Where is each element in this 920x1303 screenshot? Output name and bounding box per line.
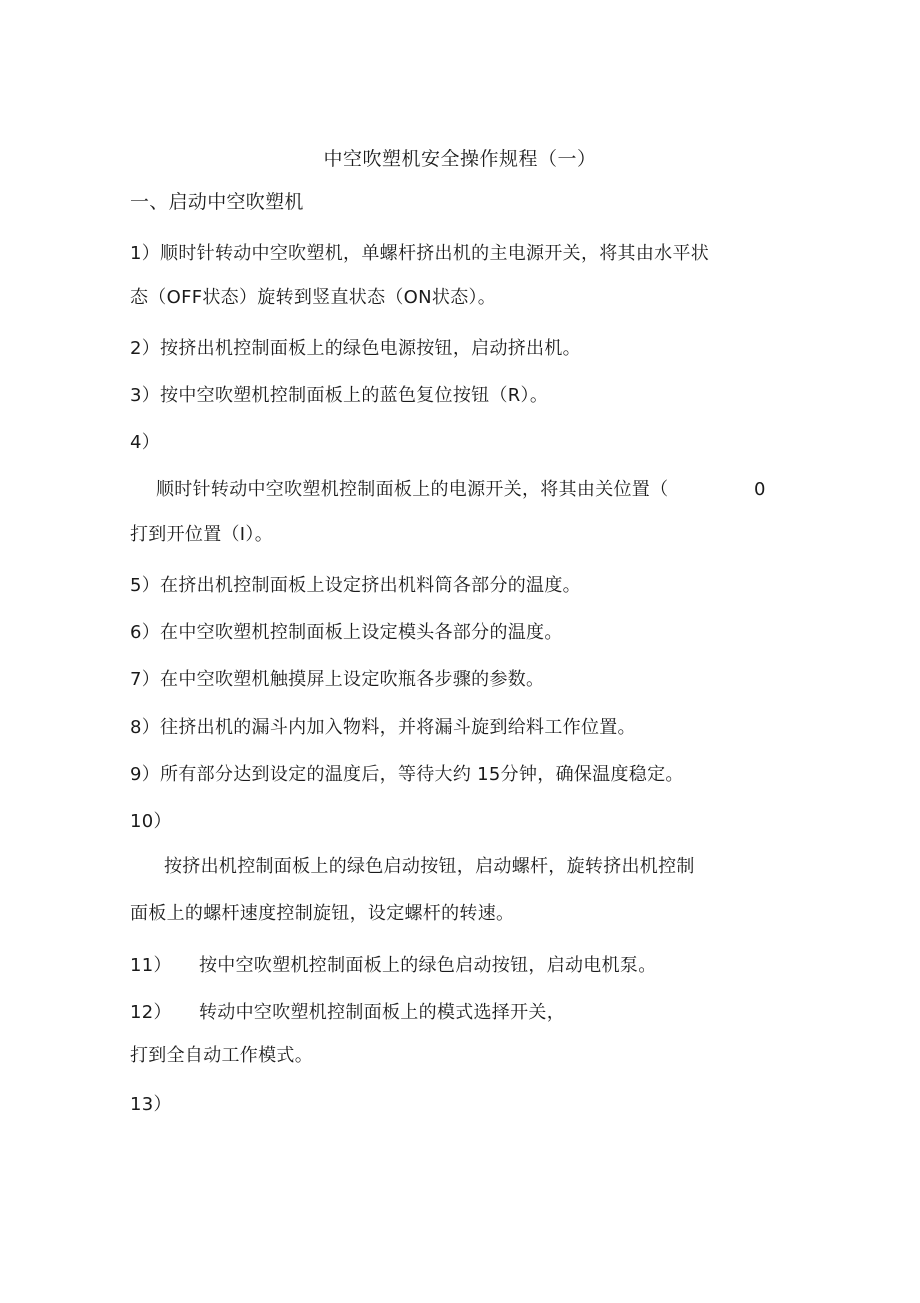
text-line: 打到全自动工作模式。 — [130, 1045, 313, 1066]
text-line: 9）所有部分达到设定的温度后，等待大约 15分钟，确保温度稳定。 — [130, 764, 684, 785]
text-line: 13） — [130, 1094, 172, 1115]
section-heading: 一、启动中空吹塑机 — [130, 191, 304, 213]
text-line: 3）按中空吹塑机控制面板上的蓝色复位按钮（R）。 — [130, 385, 549, 406]
text-line: 打到开位置（I）。 — [130, 524, 274, 545]
text-line: 按挤出机控制面板上的绿色启动按钮，启动螺杆，旋转挤出机控制 — [164, 856, 695, 877]
text-line: 7）在中空吹塑机触摸屏上设定吹瓶各步骤的参数。 — [130, 669, 545, 690]
text-line: 8）往挤出机的漏斗内加入物料，并将漏斗旋到给料工作位置。 — [130, 717, 636, 738]
text-line: 4） — [130, 432, 161, 453]
text-line: 0 — [754, 479, 766, 500]
text-line: 态（OFF状态）旋转到竖直状态（ON状态）。 — [130, 287, 497, 308]
text-line: 转动中空吹塑机控制面板上的模式选择开关， — [199, 1002, 565, 1023]
text-line: 12） — [130, 1002, 172, 1023]
document-title: 中空吹塑机安全操作规程（一） — [323, 148, 597, 170]
text-line: 10） — [130, 811, 172, 832]
text-line: 顺时针转动中空吹塑机控制面板上的电源开关，将其由关位置（ — [156, 479, 669, 500]
text-line: 11） — [130, 955, 172, 976]
text-line: 按中空吹塑机控制面板上的绿色启动按钮，启动电机泵。 — [199, 955, 657, 976]
text-line: 2）按挤出机控制面板上的绿色电源按钮，启动挤出机。 — [130, 338, 581, 359]
text-line: 6）在中空吹塑机控制面板上设定模头各部分的温度。 — [130, 622, 563, 643]
text-line: 1）顺时针转动中空吹塑机，单螺杆挤出机的主电源开关，将其由水平状 — [130, 243, 710, 264]
text-line: 5）在挤出机控制面板上设定挤出机料筒各部分的温度。 — [130, 575, 581, 596]
text-line: 面板上的螺杆速度控制旋钮，设定螺杆的转速。 — [130, 903, 515, 924]
